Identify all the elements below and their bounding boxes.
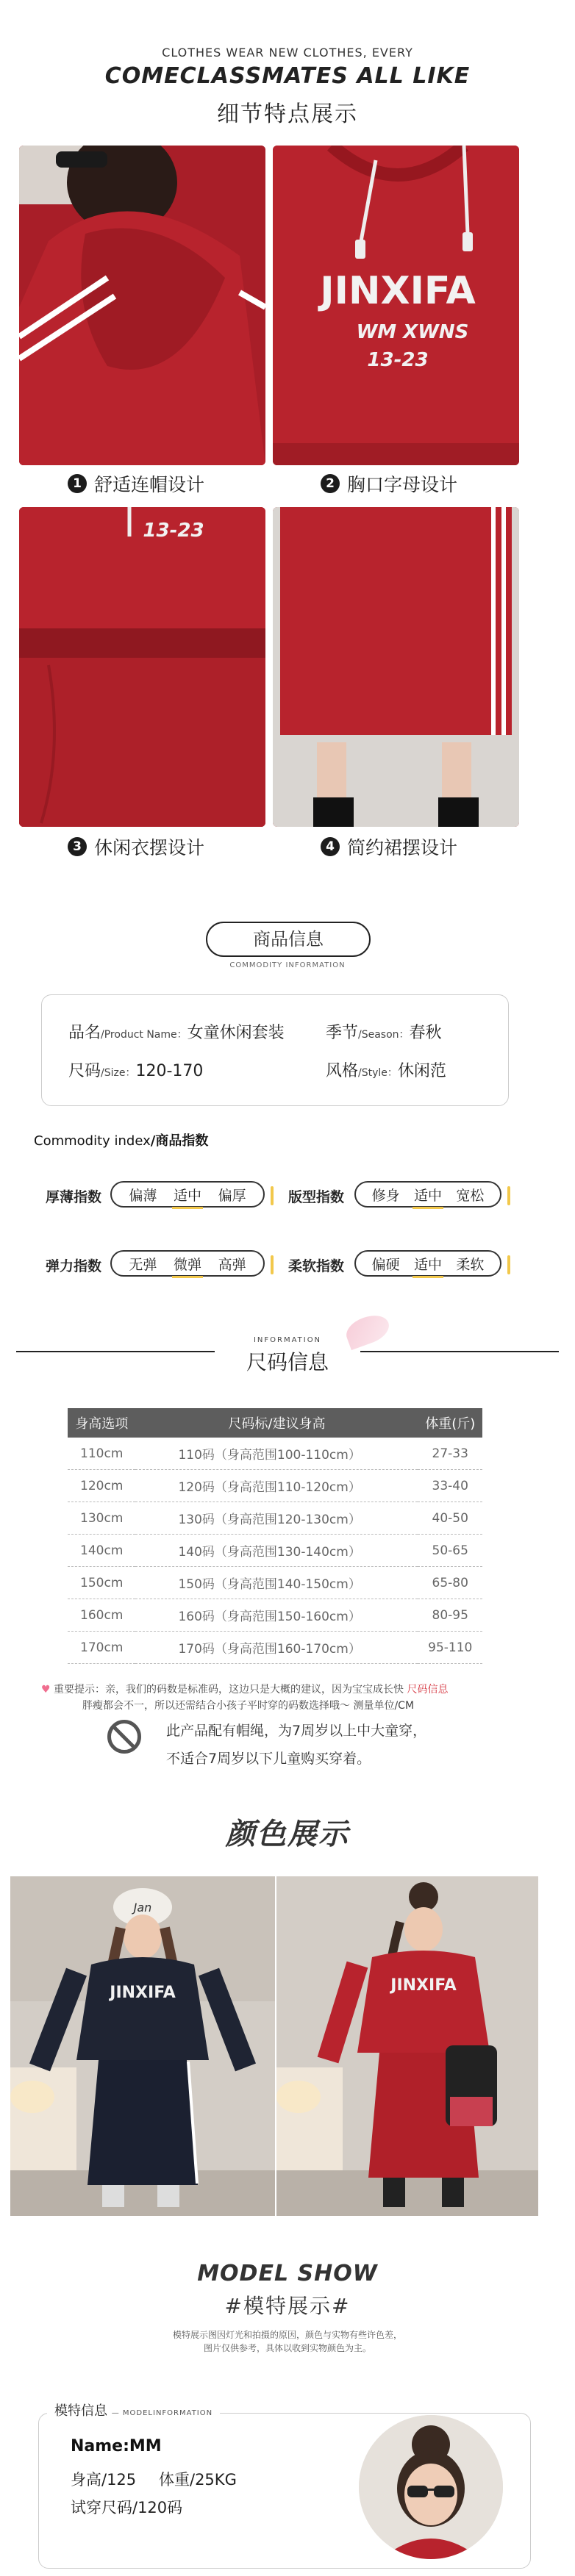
model-info-title-en: — MODELINFORMATION [111,2409,213,2417]
size-table [68,1408,482,1664]
table-row [68,1438,482,1470]
index-option: 无弹 [129,1256,157,1273]
product-info-subtitle: COMMODITY INFORMATION [229,961,346,969]
detail-number-badge: 4 [321,837,340,856]
product-info-card [41,994,509,1106]
index-option-selected: 适中 [174,1185,201,1205]
index-label-softness: 柔软指数 [288,1258,345,1274]
cell-weight: 80-95 [418,1599,482,1632]
model-show-note-1: 模特展示图因灯光和拍摄的原因，颜色与实物有些许色差， [172,2330,402,2340]
model-tried-size: 试穿尺码/120码 [71,2499,183,2516]
print-wmxwns: WM XWNS [356,321,469,343]
cell-size: 110码（身高范围100-110cm） [135,1438,418,1470]
cell-weight: 40-50 [418,1502,482,1535]
index-scale-stretch [110,1250,265,1277]
cell-height: 150cm [68,1567,135,1599]
commodity-index-title-en: Commodity index [34,1133,151,1149]
table-row [68,1567,482,1599]
print-number: 13-23 [367,349,429,371]
size-label: 尺码 [68,1062,101,1080]
size-row [68,1058,203,1081]
size-label-en: /Size： [101,1067,136,1079]
style-value: 休闲范 [397,1062,446,1080]
table-row [68,1599,482,1632]
cell-height: 130cm [68,1502,135,1535]
index-label-thickness: 厚薄指数 [46,1189,102,1205]
notice-line-1 [41,1682,512,1698]
cell-weight: 95-110 [418,1632,482,1664]
detail-caption-label: 舒适连帽设计 [94,474,205,495]
table-row [68,1470,482,1502]
style-row [326,1058,446,1081]
color-photo-navy [10,1876,275,2216]
size-header-weight: 体重(斤) [418,1408,482,1438]
size-header-height: 身高选项 [68,1408,135,1438]
commodity-index-title-cn: /商品指数 [150,1133,209,1149]
index-option-selected: 适中 [414,1185,442,1205]
size-info-title: 尺码信息 [246,1350,329,1374]
model-name: Name:MM [71,2437,162,2455]
index-option: 修身 [371,1187,400,1204]
cap-logo-text: Jan [133,1901,152,1915]
cell-height: 170cm [68,1632,135,1664]
detail-caption-1 [68,470,204,497]
index-option: 偏薄 [129,1187,157,1204]
cell-weight: 65-80 [418,1567,482,1599]
cell-height: 160cm [68,1599,135,1632]
product-info-title: 商品信息 [206,922,371,957]
detail-photo-hood [19,146,265,465]
detail-caption-label: 简约裙摆设计 [347,837,458,858]
style-label-en: /Style： [358,1067,398,1079]
hat-notice-line-1: 此产品配有帽绳，为7周岁以上中大童穿， [166,1723,427,1739]
notice-text-2: 胖瘦都会不一，所以还需结合小孩子平时穿的码数选择哦～ [82,1700,350,1712]
notice-line-2 [41,1698,512,1714]
season-row [326,1020,442,1043]
detail-caption-label: 胸口字母设计 [347,474,458,495]
header-kicker: CLOTHES WEAR NEW CLOTHES, EVERY [162,46,413,60]
notice-label: 重要提示： [54,1684,106,1696]
print-jinxifa-navy: JINXIFA [110,1984,176,2002]
model-weight: 体重/25KG [159,2471,237,2489]
notice-text-1: 亲，我们的码数是标准码，这边只是大概的建议，因为宝宝成长快 [105,1684,404,1696]
index-label-stretch: 弹力指数 [46,1258,102,1274]
cell-height: 120cm [68,1470,135,1502]
cell-size: 160码（身高范围150-160cm） [135,1599,418,1632]
detail-photo-skirt [273,507,519,827]
cell-weight: 33-40 [418,1470,482,1502]
model-info-heading [47,2400,220,2419]
detail-section-title: 细节特点展示 [217,101,358,127]
model-height: 身高/125 [71,2471,137,2489]
table-row [68,1502,482,1535]
print-jinxifa-red: JINXIFA [390,1976,457,1995]
season-label-en: /Season： [358,1029,410,1041]
table-row [68,1535,482,1567]
color-show-title: 颜色展示 [226,1818,349,1851]
index-option-selected: 微弹 [174,1254,201,1274]
model-show-subtitle: #模特展示# [224,2294,351,2318]
index-option: 柔软 [456,1256,485,1273]
heart-icon: ♥ [41,1684,51,1696]
index-option: 偏硬 [371,1256,400,1273]
index-label-fit: 版型指数 [288,1189,345,1205]
prohibited-icon [107,1720,141,1754]
detail-caption-label: 休闲衣摆设计 [94,837,205,858]
product-name-row [68,1020,285,1043]
detail-caption-2 [321,470,457,497]
size-header-size: 尺码标/建议身高 [135,1408,418,1438]
color-photo-red [276,1876,538,2216]
detail-number-badge: 2 [321,474,340,493]
product-name-label-en: /Product Name： [101,1029,188,1041]
table-row [68,1632,482,1664]
product-name-value: 女童休闲套装 [187,1024,285,1042]
cell-weight: 27-33 [418,1438,482,1470]
season-label: 季节 [326,1024,359,1042]
size-info-kicker: INFORMATION [253,1336,322,1344]
index-option: 高弹 [218,1256,246,1273]
detail-photo-chest [273,146,519,465]
cell-height: 110cm [68,1438,135,1470]
notice-unit: 测量单位/CM [353,1700,415,1712]
index-option-selected: 适中 [414,1254,442,1274]
model-info-title: 模特信息 [54,2403,107,2419]
cell-height: 140cm [68,1535,135,1567]
cell-size: 140码（身高范围130-140cm） [135,1535,418,1567]
product-name-label: 品名 [68,1024,101,1042]
print-jinxifa: JINXIFA [320,269,476,313]
cell-size: 130码（身高范围120-130cm） [135,1502,418,1535]
size-table-header [68,1408,482,1438]
size-value: 120-170 [135,1062,204,1080]
header-title: COMECLASSMATES ALL LIKE [104,63,471,89]
petal-decoration [343,1310,393,1350]
commodity-index-title [34,1130,208,1149]
cell-size: 120码（身高范围110-120cm） [135,1470,418,1502]
detail-caption-3 [68,833,204,860]
hat-notice-line-2: 不适合7周岁以下儿童购买穿着。 [166,1751,371,1767]
print-number-crop: 13-23 [143,520,204,542]
detail-number-badge: 3 [68,837,87,856]
detail-caption-4 [321,833,457,860]
season-value: 春秋 [409,1024,442,1042]
index-option: 偏厚 [218,1187,246,1204]
model-avatar [359,2415,503,2559]
index-scale-softness [354,1250,501,1277]
model-show-note-2: 图片仅供参考，具体以收到实物颜色为主。 [203,2343,371,2353]
size-notice [41,1682,512,1714]
cell-weight: 50-65 [418,1535,482,1567]
index-scale-fit [354,1181,501,1208]
detail-number-badge: 1 [68,474,87,493]
index-scale-thickness [110,1181,265,1208]
index-option: 宽松 [456,1187,485,1204]
cell-size: 170码（身高范围160-170cm） [135,1632,418,1664]
model-show-title: MODEL SHOW [197,2261,378,2286]
detail-photo-hem [19,507,265,827]
style-label: 风格 [326,1062,359,1080]
notice-size-info: 尺码信息 [407,1684,449,1696]
cell-size: 150码（身高范围140-150cm） [135,1567,418,1599]
